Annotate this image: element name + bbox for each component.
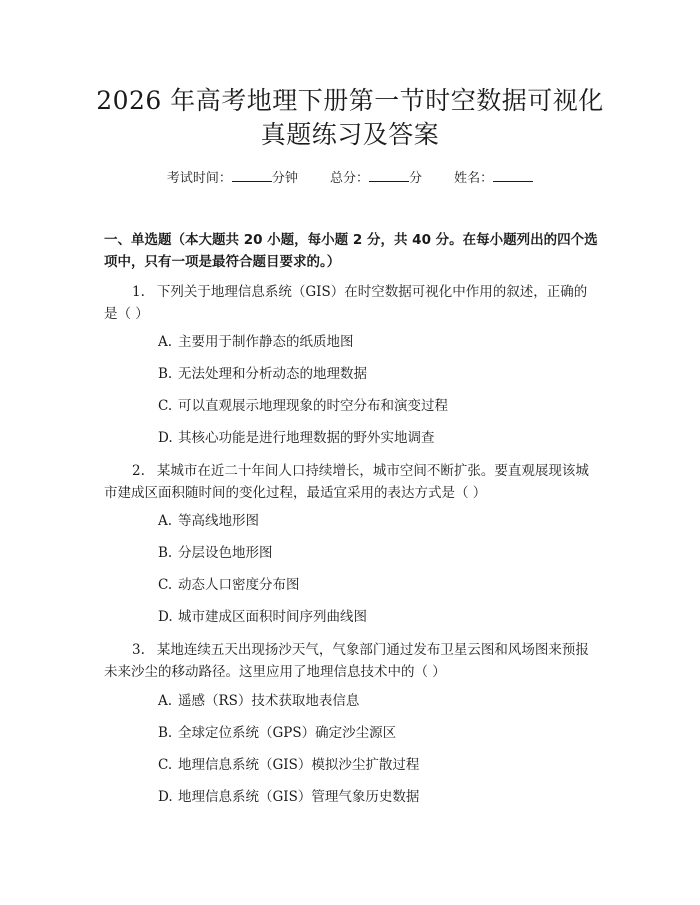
option-text: 动态人口密度分布图: [178, 577, 300, 593]
score-blank: [369, 168, 409, 182]
option-text: 地理信息系统（GIS）管理气象历史数据: [178, 789, 420, 805]
option-text: 可以直观展示地理现象的时空分布和演变过程: [178, 398, 448, 414]
question-number: 1.: [132, 284, 145, 300]
exam-time: [167, 168, 298, 189]
option-text: 分层设色地形图: [178, 545, 273, 561]
question-1-option-d[interactable]: [158, 428, 598, 448]
question-1-option-b[interactable]: [158, 364, 598, 384]
question-3-option-c[interactable]: [158, 755, 598, 775]
option-letter: B.: [158, 545, 173, 561]
question-number: 2.: [132, 463, 145, 479]
option-text: 主要用于制作静态的纸质地图: [178, 334, 354, 350]
question-1-option-c[interactable]: [158, 396, 598, 416]
question-1: [104, 281, 600, 325]
question-2-option-d[interactable]: [158, 607, 598, 627]
question-stem: 下列关于地理信息系统（GIS）在时空数据可视化中作用的叙述，正确的是（ ）: [104, 284, 588, 322]
question-stem: 某地连续五天出现扬沙天气，气象部门通过发布卫星云图和风场图来预报未来沙尘的移动路径。这里应用了地理信息技术中的（ ）: [104, 642, 589, 680]
question-1-option-a[interactable]: [158, 332, 598, 352]
exam-meta: [0, 168, 700, 189]
option-text: 全球定位系统（GPS）确定沙尘源区: [178, 725, 397, 741]
section-heading: 一、单选题（本大题共 20 小题，每小题 2 分，共 40 分。在每小题列出的四个选项中，只有一项是最符合题目要求的。）: [104, 232, 598, 270]
option-text: 无法处理和分析动态的地理数据: [178, 366, 367, 382]
question-stem: 某城市在近二十年间人口持续增长，城市空间不断扩张。要直观展现该城市建成区面积随时间的变化过程，最适宜采用的表达方式是（ ）: [104, 463, 589, 501]
option-letter: C.: [158, 757, 173, 773]
question-2-option-b[interactable]: [158, 543, 598, 563]
question-2: [104, 460, 600, 504]
option-letter: B.: [158, 366, 173, 382]
page-title-line-2: 真题练习及答案: [260, 120, 440, 149]
option-letter: D.: [158, 789, 173, 805]
time-label: 考试时间：: [166, 171, 232, 186]
question-2-option-c[interactable]: [158, 575, 598, 595]
score-label: 总分：: [329, 171, 369, 186]
time-blank: [232, 168, 272, 182]
option-text: 遥感（RS）技术获取地表信息: [178, 693, 360, 709]
question-3-option-b[interactable]: [158, 723, 598, 743]
question-2-option-a[interactable]: [158, 511, 598, 531]
option-letter: A.: [158, 513, 173, 529]
option-letter: B.: [158, 725, 173, 741]
option-text: 其核心功能是进行地理数据的野外实地调查: [178, 430, 435, 446]
time-unit: 分钟: [271, 171, 298, 186]
exam-score: [330, 168, 422, 189]
option-letter: D.: [158, 430, 173, 446]
option-text: 等高线地形图: [178, 513, 259, 529]
option-letter: C.: [158, 398, 173, 414]
option-text: 地理信息系统（GIS）模拟沙尘扩散过程: [178, 757, 420, 773]
exam-name: [454, 168, 533, 189]
option-letter: A.: [158, 693, 173, 709]
question-3: [104, 639, 600, 683]
page-title-line-1: 2026 年高考地理下册第一节时空数据可视化: [96, 86, 604, 115]
option-letter: D.: [158, 609, 173, 625]
option-letter: C.: [158, 577, 173, 593]
score-unit: 分: [409, 171, 423, 186]
name-label: 姓名：: [454, 171, 494, 186]
question-3-option-d[interactable]: [158, 787, 598, 807]
question-3-option-a[interactable]: [158, 691, 598, 711]
name-blank: [493, 168, 533, 182]
question-number: 3.: [132, 642, 145, 658]
option-letter: A.: [158, 334, 173, 350]
option-text: 城市建成区面积时间序列曲线图: [178, 609, 367, 625]
